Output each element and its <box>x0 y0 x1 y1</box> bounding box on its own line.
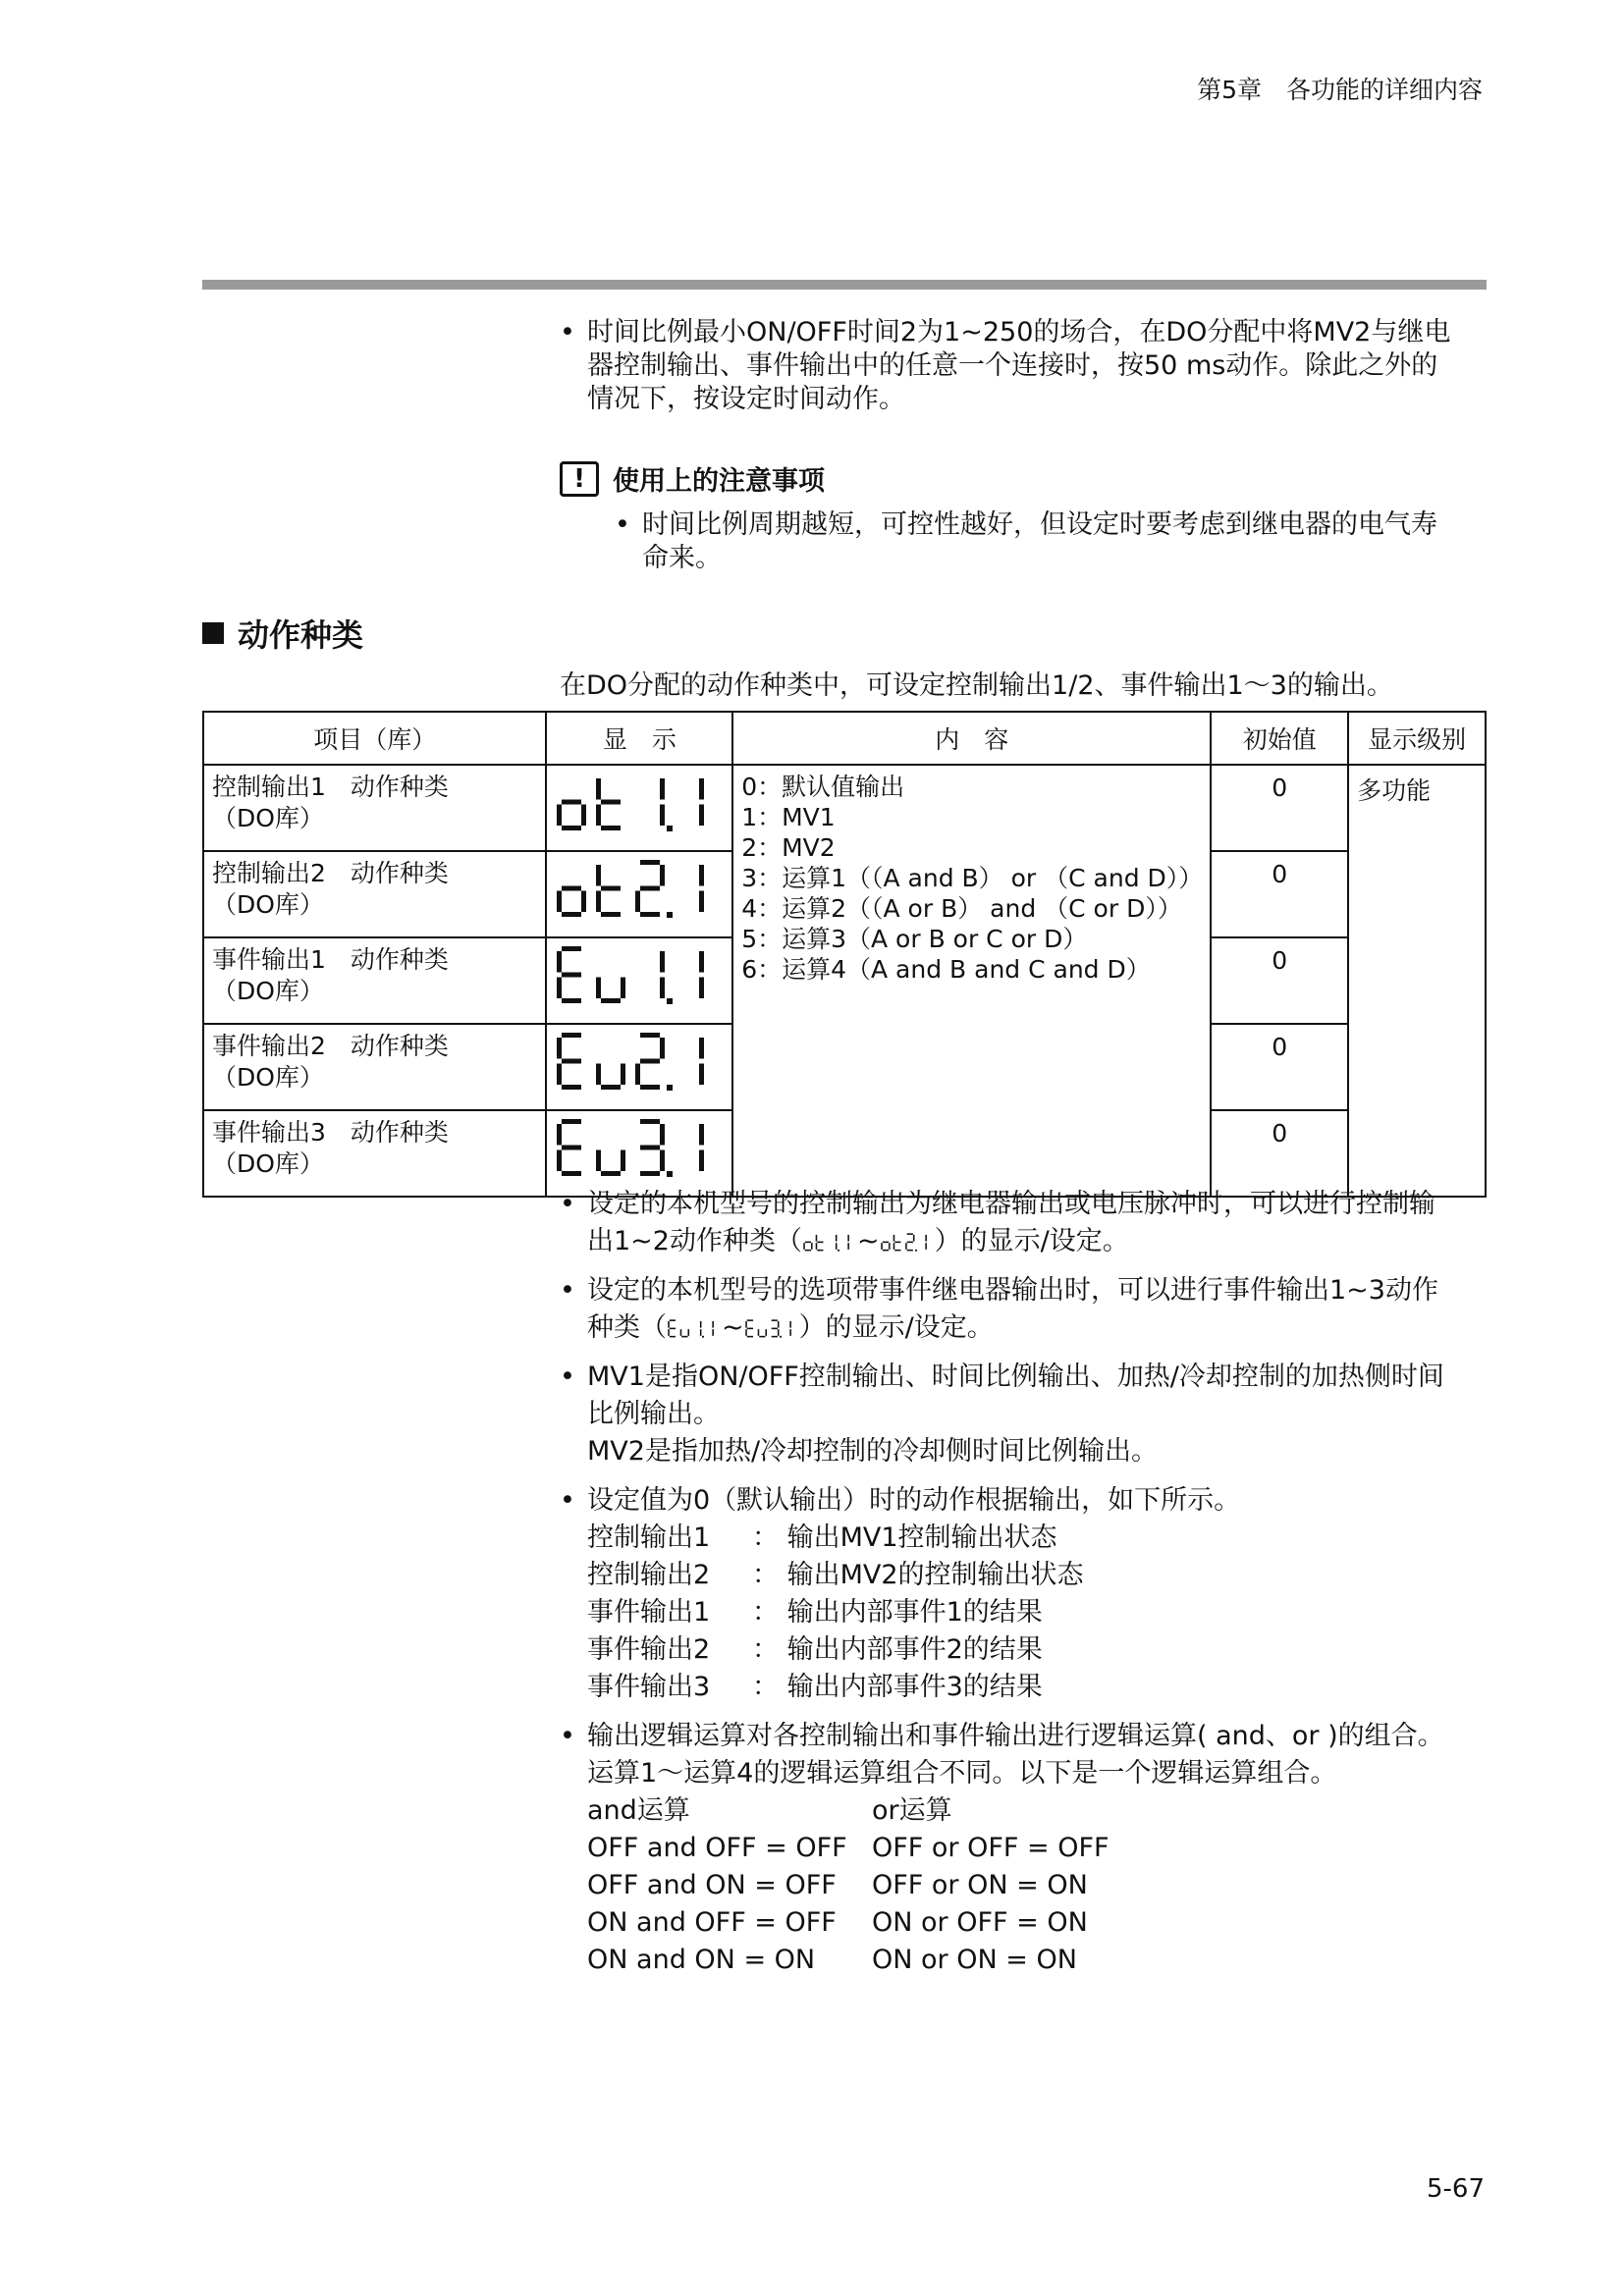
text-line: 情况下，按设定时间动作。 <box>587 384 905 414</box>
seven-segment-display <box>553 1115 730 1184</box>
segment-a <box>771 1319 777 1321</box>
segment-b <box>712 1320 714 1327</box>
item-name: 事件输出3 动作种类 <box>212 1118 449 1147</box>
segment-d <box>759 1335 765 1337</box>
seven-segment-display <box>553 770 730 838</box>
seven-segment-inline <box>802 1232 857 1254</box>
item-name: 控制输出2 动作种类 <box>212 859 449 887</box>
segment-b <box>660 1038 665 1059</box>
settings-table <box>202 711 1487 1198</box>
segment-e <box>816 1243 818 1250</box>
segment-c <box>889 1243 891 1250</box>
segment-g <box>640 1146 660 1150</box>
and-heading: and运算 <box>587 1795 690 1826</box>
seven-segment-display <box>553 1029 730 1097</box>
text-line: 时间比例最小ON/OFF时间2为1~250的场合，在DO分配中将MV2与继电 <box>587 317 1451 347</box>
and-row: ON and OFF = OFF <box>587 1907 837 1938</box>
segment-d <box>771 1335 777 1337</box>
segment-d <box>882 1249 888 1251</box>
top-bullet: • 时间比例最小ON/OFF时间2为1~250的场合，在DO分配中将MV2与继电 器控制输出、事件输出中的任意一个连接时，按50 ms动作。除此之外的 情况下，按设定时间动作。 <box>560 316 1483 416</box>
or-heading: or运算 <box>872 1795 952 1826</box>
segment-d <box>562 1171 581 1176</box>
or-row: ON or OFF = ON <box>872 1907 1088 1938</box>
segment-a <box>562 946 581 951</box>
note-bullet: • 设定的本机型号的选项带事件继电器输出时，可以进行事件输出1~3动作 种类（ ~ ）的显示/设定。 <box>560 1272 1483 1347</box>
segment-g <box>562 800 581 805</box>
segment-a <box>640 1033 660 1038</box>
header-init: 初始值 <box>1211 712 1348 765</box>
segment-f <box>557 951 562 973</box>
caution-title: 使用上的注意事项 <box>613 466 825 497</box>
segment-c <box>789 1329 791 1336</box>
segment-d <box>805 1249 811 1251</box>
segment-c <box>621 1064 625 1086</box>
seven-segment-display <box>553 856 730 925</box>
segment-d <box>601 1085 621 1090</box>
init-value: 0 <box>1211 1110 1348 1197</box>
text-line: 命来。 <box>642 543 722 573</box>
segment-e <box>803 1243 805 1250</box>
segment-b <box>789 1320 791 1327</box>
item-bank: （DO库） <box>212 804 324 832</box>
segment-d <box>817 1249 823 1251</box>
seven-segment-inline <box>744 1318 799 1340</box>
segment-e <box>635 891 640 913</box>
seven-segment-inline <box>880 1232 935 1254</box>
segment-c <box>581 805 586 827</box>
segment-b <box>699 1038 704 1059</box>
note-bullet: • 输出逻辑运算对各控制输出和事件输出进行逻辑运算( and、or )的组合。 运算1～运算4的逻辑运算组合不同。以下是一个逻辑运算组合。 and运算 or运算 OFF and OFF = OFF OFF or OFF = OFF OFF and ON = OFF OFF or ON = ON ON and OFF = OFF ON or OFF = ON ON and ON = ON ON or ON = ON <box>560 1718 1483 1979</box>
init-value: 0 <box>1211 851 1348 937</box>
segment-c <box>581 891 586 913</box>
segment-e <box>596 978 601 999</box>
section-intro: 在DO分配的动作种类中，可设定控制输出1/2、事件输出1～3的输出。 <box>560 670 1393 701</box>
or-row: OFF or OFF = OFF <box>872 1833 1110 1863</box>
output-desc: ： 输出MV2的控制输出状态 <box>752 1560 1084 1590</box>
chapter-header: 第5章 各功能的详细内容 <box>1197 76 1483 104</box>
decimal-point <box>667 998 673 1004</box>
segment-e <box>668 1329 670 1336</box>
seven-segment-inline <box>667 1318 722 1340</box>
segment-e <box>557 1064 562 1086</box>
content-line: 5：运算3（A or B or C or D） <box>741 925 1088 953</box>
text-line: 设定的本机型号的选项带事件继电器输出时，可以进行事件输出1~3动作 <box>587 1275 1438 1306</box>
decimal-point <box>838 1249 839 1251</box>
segment-e <box>557 805 562 827</box>
segment-g <box>882 1241 888 1243</box>
segment-d <box>601 912 621 917</box>
header-display: 显 示 <box>546 712 732 765</box>
notes-block <box>560 1186 1483 1979</box>
decimal-point <box>780 1335 782 1337</box>
segment-e <box>596 891 601 913</box>
output-name: 控制输出2 <box>587 1560 711 1590</box>
segment-b <box>778 1320 780 1327</box>
segment-a <box>640 860 660 865</box>
segment-f <box>745 1320 747 1327</box>
text-line: 设定值为0（默认输出）时的动作根据输出，如下所示。 <box>587 1485 1241 1516</box>
content-cell <box>732 765 1211 1197</box>
segment-c <box>621 1150 625 1172</box>
text-fragment: ~ <box>722 1312 744 1343</box>
or-row: OFF or ON = ON <box>872 1870 1088 1900</box>
segment-e <box>881 1243 883 1250</box>
segment-d <box>601 998 621 1003</box>
caution-heading <box>560 459 825 498</box>
segment-c <box>699 1064 704 1086</box>
segment-b <box>925 1234 927 1241</box>
segment-b <box>913 1234 915 1241</box>
decimal-point <box>915 1249 917 1251</box>
item-name: 事件输出2 动作种类 <box>212 1032 449 1060</box>
output-desc: ： 输出内部事件3的结果 <box>752 1672 1043 1702</box>
item-name: 控制输出1 动作种类 <box>212 773 449 801</box>
segment-g <box>771 1327 777 1329</box>
segment-c <box>847 1243 849 1250</box>
segment-g <box>670 1327 676 1329</box>
table-header-row <box>203 712 1486 765</box>
header-rule <box>202 280 1487 290</box>
seven-segment-display <box>553 942 730 1011</box>
table-row <box>203 765 1486 851</box>
section-title: 动作种类 <box>238 616 364 654</box>
segment-d <box>906 1249 912 1251</box>
content-line: 1：MV1 <box>741 803 836 831</box>
segment-d <box>562 998 581 1003</box>
segment-g <box>562 886 581 891</box>
text-fragment: ）的显示/设定。 <box>934 1226 1129 1256</box>
or-row: ON or ON = ON <box>872 1945 1077 1975</box>
output-name: 控制输出1 <box>587 1522 711 1553</box>
segment-g <box>640 886 660 891</box>
output-desc: ： 输出内部事件1的结果 <box>752 1597 1043 1628</box>
segment-b <box>660 778 665 800</box>
text-line: 比例输出。 <box>587 1399 720 1429</box>
segment-d <box>640 912 660 917</box>
segment-c <box>925 1243 927 1250</box>
segment-g <box>817 1241 823 1243</box>
segment-b <box>836 1234 838 1241</box>
segment-d <box>601 1171 621 1176</box>
segment-f <box>893 1234 894 1241</box>
segment-e <box>596 805 601 827</box>
segment-e <box>596 1064 601 1086</box>
header-item: 项目（库） <box>203 712 546 765</box>
segment-g <box>562 1059 581 1064</box>
segment-e <box>557 891 562 913</box>
segment-g <box>805 1241 811 1243</box>
segment-d <box>681 1335 687 1337</box>
segment-f <box>668 1320 670 1327</box>
segment-d <box>562 912 581 917</box>
segment-f <box>596 865 601 886</box>
output-name: 事件输出1 <box>587 1597 711 1628</box>
segment-g <box>562 973 581 978</box>
output-name: 事件输出2 <box>587 1634 711 1665</box>
segment-e <box>745 1329 747 1336</box>
segment-b <box>660 865 665 886</box>
decimal-point <box>702 1335 704 1337</box>
segment-c <box>712 1329 714 1336</box>
text-line: 输出逻辑运算对各控制输出和事件输出进行逻辑运算( and、or )的组合。 <box>587 1721 1444 1751</box>
content-line: 3：运算1（（A and B） or （C and D）） <box>741 864 1204 892</box>
and-row: ON and ON = ON <box>587 1945 816 1975</box>
text-line: 设定的本机型号的控制输出为继电器输出或电压脉冲时，可以进行控制输 <box>587 1189 1435 1219</box>
segment-c <box>660 1150 665 1172</box>
text-line: 运算1～运算4的逻辑运算组合不同。以下是一个逻辑运算组合。 <box>587 1758 1337 1789</box>
item-bank: （DO库） <box>212 977 324 1005</box>
segment-e <box>557 978 562 999</box>
segment-c <box>778 1329 780 1336</box>
segment-g <box>746 1327 752 1329</box>
segment-f <box>557 1038 562 1059</box>
segment-b <box>660 1124 665 1146</box>
caution-body: • 时间比例周期越短，可控性越好，但设定时要考虑到继电器的电气寿 命来。 <box>615 508 1484 575</box>
item-bank: （DO库） <box>212 890 324 919</box>
decimal-point <box>667 826 673 831</box>
segment-c <box>660 978 665 999</box>
decimal-point <box>667 1085 673 1091</box>
content-line: 4：运算2（（A or B） and （C or D）） <box>741 894 1182 923</box>
segment-c <box>687 1329 689 1336</box>
item-name: 事件输出1 动作种类 <box>212 945 449 974</box>
text-fragment: ）的显示/设定。 <box>798 1312 994 1343</box>
output-desc: ： 输出内部事件2的结果 <box>752 1634 1043 1665</box>
segment-d <box>894 1249 900 1251</box>
caution-icon: ! <box>560 461 599 497</box>
and-row: OFF and ON = OFF <box>587 1870 837 1900</box>
output-desc: ： 输出MV1控制输出状态 <box>752 1522 1057 1553</box>
segment-a <box>906 1233 912 1235</box>
segment-d <box>640 1171 660 1176</box>
square-bullet-icon <box>202 622 224 644</box>
segment-b <box>660 951 665 973</box>
content-line: 6：运算4（A and B and C and D） <box>741 955 1151 984</box>
output-name: 事件输出3 <box>587 1672 711 1702</box>
segment-c <box>699 1150 704 1172</box>
note-bullet: • 设定的本机型号的控制输出为继电器输出或电压脉冲时，可以进行控制输 出1~2动作种类（ ~ ）的显示/设定。 <box>560 1186 1483 1260</box>
segment-d <box>601 826 621 830</box>
text-fragment: 种类（ <box>587 1312 667 1343</box>
segment-c <box>621 978 625 999</box>
segment-a <box>670 1319 676 1321</box>
segment-c <box>811 1243 813 1250</box>
segment-b <box>699 951 704 973</box>
segment-f <box>816 1234 818 1241</box>
item-bank: （DO库） <box>212 1149 324 1178</box>
segment-b <box>700 1320 702 1327</box>
init-value: 0 <box>1211 937 1348 1024</box>
header-level: 显示级别 <box>1348 712 1486 765</box>
init-value: 0 <box>1211 1024 1348 1110</box>
segment-c <box>836 1243 838 1250</box>
segment-c <box>699 805 704 827</box>
text-fragment: 出1~2动作种类（ <box>587 1226 802 1256</box>
segment-a <box>746 1319 752 1321</box>
display-level: 多功能 <box>1348 765 1486 1197</box>
segment-c <box>699 891 704 913</box>
segment-e <box>757 1329 759 1336</box>
page-number: 5-67 <box>1426 2174 1485 2204</box>
segment-f <box>596 778 601 800</box>
segment-e <box>680 1329 682 1336</box>
segment-g <box>562 1146 581 1150</box>
note-bullet: • MV1是指ON/OFF控制输出、时间比例输出、加热/冷却控制的加热侧时间 比例输出。 MV2是指加热/冷却控制的冷却侧时间比例输出。 <box>560 1359 1483 1470</box>
text-line: 器控制输出、事件输出中的任意一个连接时，按50 ms动作。除此之外的 <box>587 350 1438 381</box>
text-fragment: ~ <box>856 1226 880 1256</box>
segment-a <box>562 1033 581 1038</box>
segment-b <box>699 1124 704 1146</box>
and-row: OFF and OFF = OFF <box>587 1833 847 1863</box>
content-line: 0：默认值输出 <box>741 773 905 801</box>
text-line: MV1是指ON/OFF控制输出、时间比例输出、加热/冷却控制的加热侧时间 <box>587 1362 1444 1392</box>
segment-a <box>640 1119 660 1124</box>
segment-e <box>893 1243 894 1250</box>
segment-d <box>562 1085 581 1090</box>
segment-c <box>660 805 665 827</box>
segment-d <box>746 1335 752 1337</box>
segment-f <box>557 1124 562 1146</box>
decimal-point <box>667 1171 673 1177</box>
segment-a <box>562 1119 581 1124</box>
segment-d <box>670 1335 676 1337</box>
init-value: 0 <box>1211 765 1348 851</box>
segment-g <box>894 1241 900 1243</box>
segment-e <box>596 1150 601 1172</box>
segment-g <box>601 800 621 805</box>
segment-e <box>635 1064 640 1086</box>
segment-g <box>640 1059 660 1064</box>
header-content: 内 容 <box>732 712 1211 765</box>
segment-c <box>699 978 704 999</box>
segment-b <box>699 865 704 886</box>
item-bank: （DO库） <box>212 1063 324 1092</box>
segment-d <box>562 826 581 830</box>
segment-e <box>905 1243 907 1250</box>
segment-e <box>557 1150 562 1172</box>
segment-c <box>700 1329 702 1336</box>
decimal-point <box>667 912 673 918</box>
content-line: 2：MV2 <box>741 833 836 862</box>
segment-g <box>906 1241 912 1243</box>
segment-b <box>699 778 704 800</box>
segment-g <box>601 886 621 891</box>
section-heading <box>202 611 363 656</box>
segment-c <box>765 1329 767 1336</box>
text-line: 时间比例周期越短，可控性越好，但设定时要考虑到继电器的电气寿 <box>642 509 1437 540</box>
segment-d <box>640 1085 660 1090</box>
text-line: MV2是指加热/冷却控制的冷却侧时间比例输出。 <box>587 1436 1159 1467</box>
note-bullet: • 设定值为0（默认输出）时的动作根据输出，如下所示。 控制输出1 ： 输出MV1控制输出状态 控制输出2 ： 输出MV2的控制输出状态 事件输出1 ： 输出内部事件1的结果 事件输出2 ： 输出内部事件2的结果 事件输出3 ： 输出内部事件3的结果 <box>560 1482 1483 1706</box>
segment-b <box>847 1234 849 1241</box>
